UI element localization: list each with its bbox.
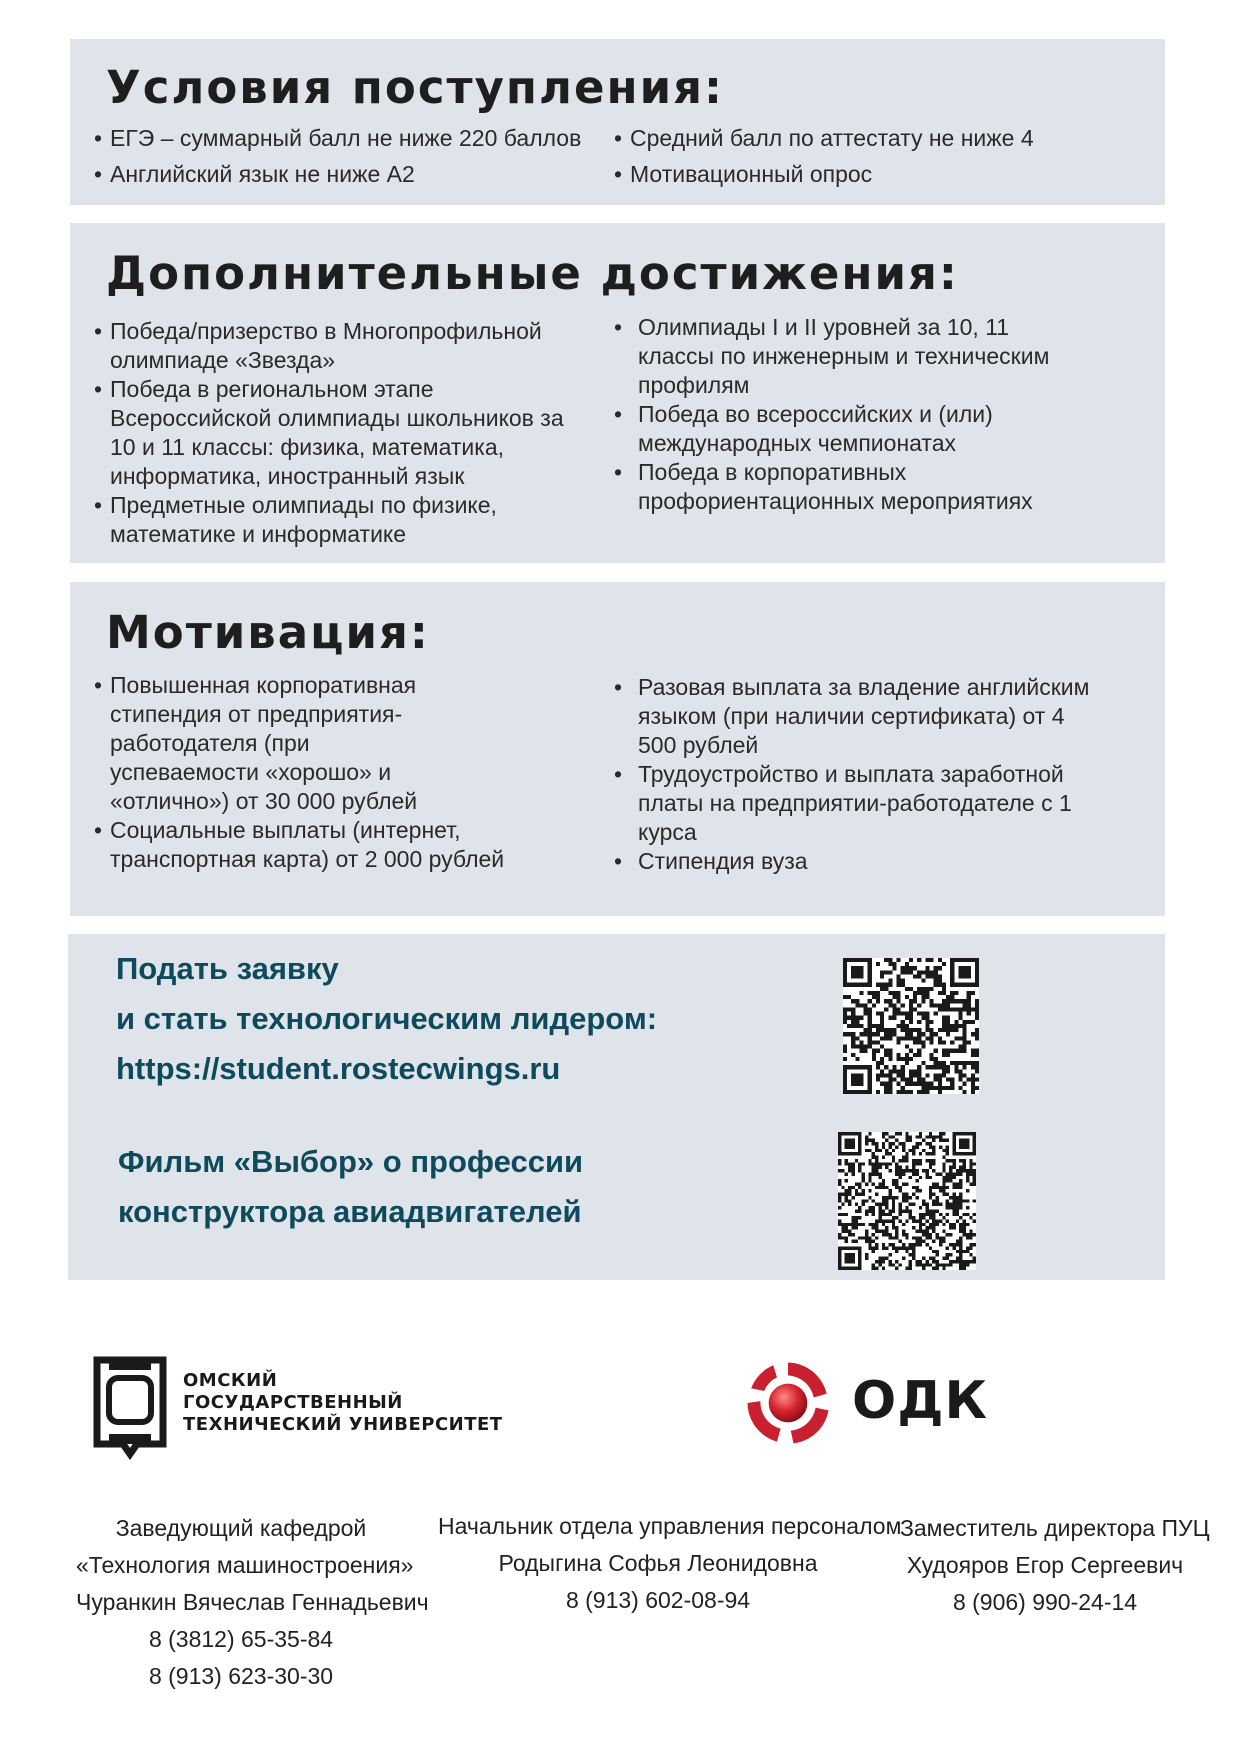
contact-line: «Технология машиностроения» [76,1552,414,1578]
list-item: • Английский язык не ниже А2 [94,160,594,189]
list-item: • Олимпиады I и II уровней за 10, 11 классы по инженерным и техническим профилям [614,313,1054,400]
omstu-emblem-icon [93,1356,167,1460]
cta-panel [68,934,1165,1280]
film-qr-code[interactable] [838,1132,976,1270]
list-item: • Разовая выплата за владение английским языком (при наличии сертификата) от 4 500 рублей [614,673,1104,760]
apply-url-link[interactable]: https://student.rostecwings.ru [116,1051,561,1086]
odk-name: ОДК [852,1371,989,1431]
admission-right-list [614,124,1134,189]
motivation-right-list [614,673,1104,876]
contact-line: Чуранкин Вячеслав Геннадьевич [76,1589,429,1615]
achievements-panel [70,223,1165,563]
omstu-name [183,1370,503,1436]
motivation-left-list [94,671,505,874]
apply-line-2: и стать технологическим лидером: [116,1001,658,1036]
achievements-title: Дополнительные достижения: [106,247,959,300]
achievements-left-list [94,317,584,549]
omstu-name-line-3: ТЕХНИЧЕСКИЙ УНИВЕРСИТЕТ [183,1414,503,1435]
list-item: • Предметные олимпиады по физике, математике и информатике [94,491,584,549]
apply-text [116,944,657,1094]
admission-left-list [94,124,594,189]
list-item: • Средний балл по аттестату не ниже 4 [614,124,1134,153]
list-item: • Стипендия вуза [614,847,1104,876]
omstu-name-line-2: ГОСУДАРСТВЕННЫЙ [183,1392,403,1413]
contact-hr-head [438,1508,902,1619]
contact-department-head [76,1510,429,1695]
film-text [118,1137,583,1237]
list-item: • Победа/призерство в Многопрофильной олимпиаде «Звезда» [94,317,584,375]
contact-phone[interactable]: 8 (3812) 65-35-84 [148,1626,334,1652]
odk-emblem-icon [742,1357,834,1449]
admission-title: Условия поступления: [106,61,724,114]
list-item: • Победа во всероссийских и (или) международных чемпионатах [614,400,1054,458]
motivation-title: Мотивация: [106,606,430,659]
achievements-right-list [614,313,1054,516]
list-item: • Повышенная корпоративная стипендия от предприятия-работодателя (при успеваемости «хорошо» и «отлично») от 30 000 рублей [94,671,429,816]
apply-qr-code[interactable] [843,958,979,1094]
list-item: • Мотивационный опрос [614,160,1134,189]
list-item: • Социальные выплаты (интернет, транспортная карта) от 2 000 рублей [94,816,560,874]
omstu-name-line-1: ОМСКИЙ [183,1370,278,1391]
apply-line-1: Подать заявку [116,951,339,986]
odk-logo[interactable] [742,1357,1002,1457]
contact-phone[interactable]: 8 (913) 623-30-30 [148,1663,334,1689]
contact-deputy-director [900,1510,1210,1621]
contact-line: Заведующий кафедрой [115,1515,367,1541]
contact-line: Заместитель директора ПУЦ [900,1515,1210,1541]
contact-phone[interactable]: 8 (906) 990-24-14 [952,1589,1138,1615]
contact-line: Родыгина Софья Леонидовна [498,1550,818,1576]
list-item: • Победа в корпоративных профориентационных мероприятиях [614,458,1054,516]
film-line-2: конструктора авиадвигателей [118,1194,582,1229]
omstu-logo[interactable] [93,1356,513,1460]
contact-line: Худояров Егор Сергеевич [906,1552,1184,1578]
film-line-1: Фильм «Выбор» о профессии [118,1144,584,1179]
contact-line: Начальник отдела управления персоналом [438,1513,902,1539]
motivation-panel [70,582,1165,916]
list-item: • Победа в региональном этапе Всероссийской олимпиады школьников за 10 и 11 классы: физика, математика, информатика, иностранный язык [94,375,584,491]
list-item: • Трудоустройство и выплата заработной платы на предприятии-работодателе с 1 курса [614,760,1088,847]
admission-panel [70,39,1165,205]
list-item: • ЕГЭ – суммарный балл не ниже 220 баллов [94,124,594,153]
contact-phone[interactable]: 8 (913) 602-08-94 [565,1587,751,1613]
